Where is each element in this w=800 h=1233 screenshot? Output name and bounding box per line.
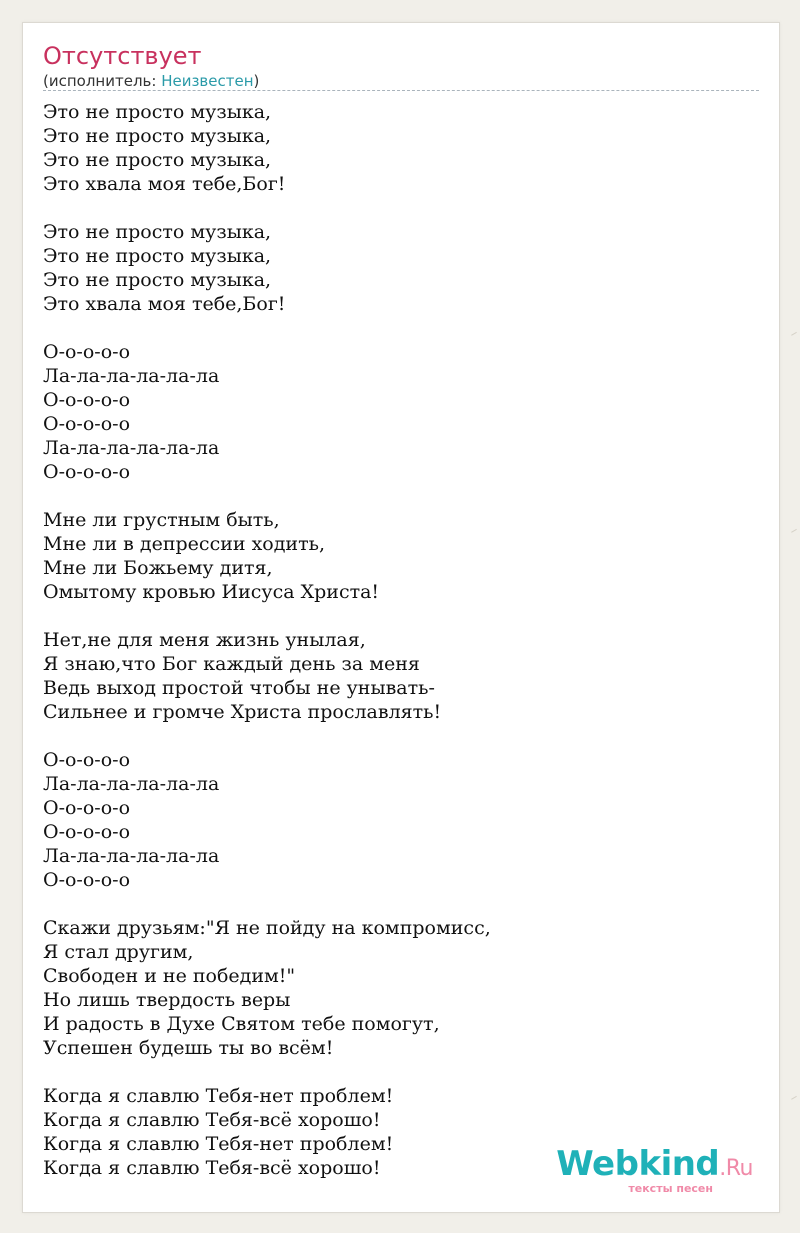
artist-link[interactable]: Неизвестен bbox=[161, 72, 254, 90]
lyrics-text: Это не просто музыка, Это не просто музыка, Это не просто музыка, Это хвала моя тебе,Бог! Это не просто музыка, Это не просто музыка, Это не просто музыка, Это хвала моя тебе,Бог! О-о-о-о-о Ла-ла-ла-ла-ла-ла О-о-о-о-о О-о-о-о-о Ла-ла-ла-ла-ла-ла О-о-о-о-о Мне ли грустным быть, Мне ли в депрессии ходить, Мне ли Божьему дитя, Омытому кровью Иисуса Христа! Нет,не для меня жизнь унылая, Я знаю,что Бог каждый день за меня Ведь выход простой чтобы не унывать- Сильнее и громче Христа прославлять! О-о-о-о-о Ла-ла-ла-ла-ла-ла О-о-о-о-о О-о-о-о-о Ла-ла-ла-ла-ла-ла О-о-о-о-о Скажи друзьям:"Я не пойду на компромисс, Я стал другим, Свободен и не победим!" Но лишь твердость веры И радость в Духе Святом тебе помогут, Успешен будешь ты во всём! Когда я славлю Тебя-нет проблем! Когда я славлю Тебя-всё хорошо! Когда я славлю Тебя-нет проблем! Когда я славлю Тебя-всё хорошо! bbox=[43, 101, 491, 1179]
song-header bbox=[43, 41, 759, 91]
artist-prefix: (исполнитель: bbox=[43, 72, 162, 90]
song-title: Отсутствует bbox=[43, 42, 202, 70]
logo-subtitle: тексты песен bbox=[628, 1182, 713, 1195]
edge-decoration-mark bbox=[791, 529, 799, 536]
artist-suffix: ) bbox=[253, 72, 260, 90]
logo-wordmark bbox=[543, 1146, 753, 1187]
logo-main-text: Webkind bbox=[556, 1144, 720, 1184]
artist-line bbox=[43, 71, 759, 91]
site-logo[interactable] bbox=[543, 1144, 753, 1195]
header-divider bbox=[43, 90, 759, 91]
edge-decoration-mark bbox=[791, 1096, 799, 1103]
logo-ru-text: .Ru bbox=[719, 1156, 753, 1181]
lyrics-card bbox=[22, 22, 780, 1213]
edge-decoration-mark bbox=[791, 332, 799, 339]
